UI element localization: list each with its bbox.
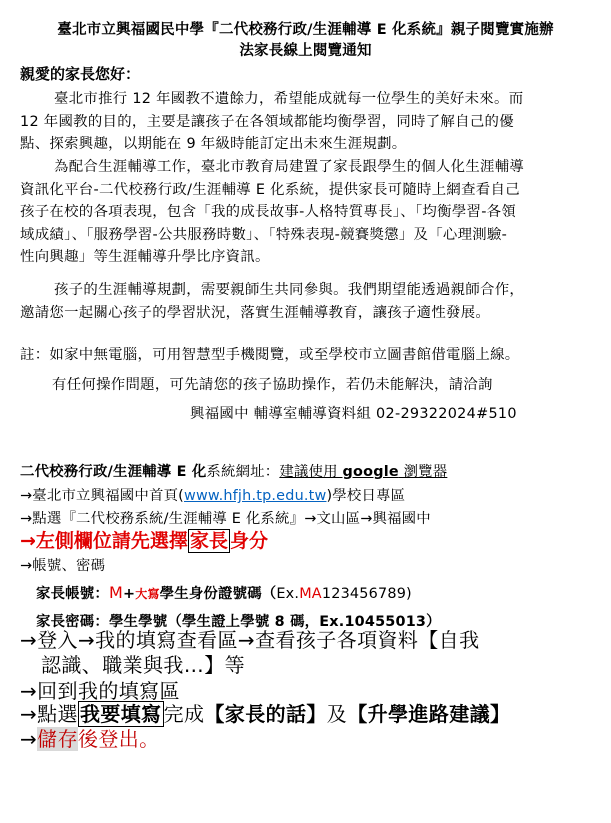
parent-account-info: 家長帳號：M+大寫學生身份證號碼（Ex.MA123456789) [36,583,412,602]
contact-info: 興福國中 輔導室輔導資料組 02-29322024#510 [190,406,517,422]
p2-line-5: 性向興趣」等生涯輔導升學比序資訊。 [20,249,270,265]
help-line: 有任何操作問題，可先請您的孩子協助操作，若仍未能解決，請洽詢 [52,377,493,393]
p2-line-4: 域成績」、「服務學習-公共服務時數」、「特殊表現-競賽獎懲」及「心理測驗- [20,226,508,243]
paragraph-1 [20,88,598,156]
step-select-system: →點選『二代校務系統/生涯輔導 E 化系統』→文山區→興福國中 [20,511,431,527]
parent-password-info: 家長密碼：學生學號（學生證上學號 8 碼，Ex.10455013） [36,614,441,630]
browser-suggestion: 建議使用 google 瀏覽器 [279,464,448,480]
p2-line-1: 為配合生涯輔導工作，臺北市教育局建置了家長跟學生的個人化生涯輔導 [54,159,525,175]
greeting: 親愛的家長您好： [20,65,141,83]
step-homepage: →臺北市立興福國中首頁(www.hfjh.tp.edu.tw)學校日專區 [20,488,406,504]
p1-line-1: 臺北市推行 12 年國教不遺餘力，希望能成就每一位學生的美好未來。而 [54,91,524,107]
page-title [14,20,597,62]
step-save-logout: →儲存後登出。 [20,727,160,751]
title-line-2: 法家長線上閱覽通知 [239,43,372,59]
system-name: 二代校務行政/生涯輔導 E 化 [20,464,207,480]
system-url-label: 系統網址： [206,464,280,480]
p2-line-3: 孩子在校的各項表現，包含「我的成長故事-人格特質專長」、「均衡學習-各領 [20,204,517,220]
p2-line-2: 資訊化平台-二代校務行政/生涯輔導 E 化系統，提供家長可隨時上網查看自己 [20,181,520,198]
step-fill-complete: →點選 我要填寫 完成【家長的話】及【升學進路建議】 [20,702,511,726]
parent-role-box: 家長 [189,530,228,552]
paragraph-3 [20,279,598,324]
step-account-password: →帳號、密碼 [20,558,106,574]
p1-line-2: 12 年國教的目的，主要是讓孩子在各領域都能均衡學習，同時了解自己的優 [20,113,514,130]
title-line-1: 臺北市立興福國民中學『二代校務行政/生涯輔導 E 化系統』親子閱覽實施辦 [57,22,554,38]
step-login-view: →登入→我的填寫查看區→查看孩子各項資料【自我 認識、職業與我…】等 [20,628,480,677]
step-return-fill: →回到我的填寫區 [20,679,180,703]
step-select-parent: →左側欄位請先選擇 家長 身分 [20,530,268,552]
note-line: 註：如家中無電腦，可用智慧型手機閱覽，或至學校市立圖書館借電腦上線。 [20,347,520,363]
system-url-line [20,460,447,481]
school-website-link[interactable]: www.hfjh.tp.edu.tw [183,488,327,504]
p3-line-1: 孩子的生涯輔導規劃，需要親師生共同參與。我們期望能透過親師合作， [54,282,525,298]
p1-line-3: 點、探索興趣，以期能在 9 年級時能訂定出未來生涯規劃。 [20,136,407,152]
p3-line-2: 邀請您一起關心孩子的學習狀況，落實生涯輔導教育，讓孩子適性發展。 [20,304,491,321]
paragraph-2 [20,156,598,269]
fill-button-box: 我要填寫 [79,702,162,726]
save-highlight: 儲存 [37,727,78,751]
